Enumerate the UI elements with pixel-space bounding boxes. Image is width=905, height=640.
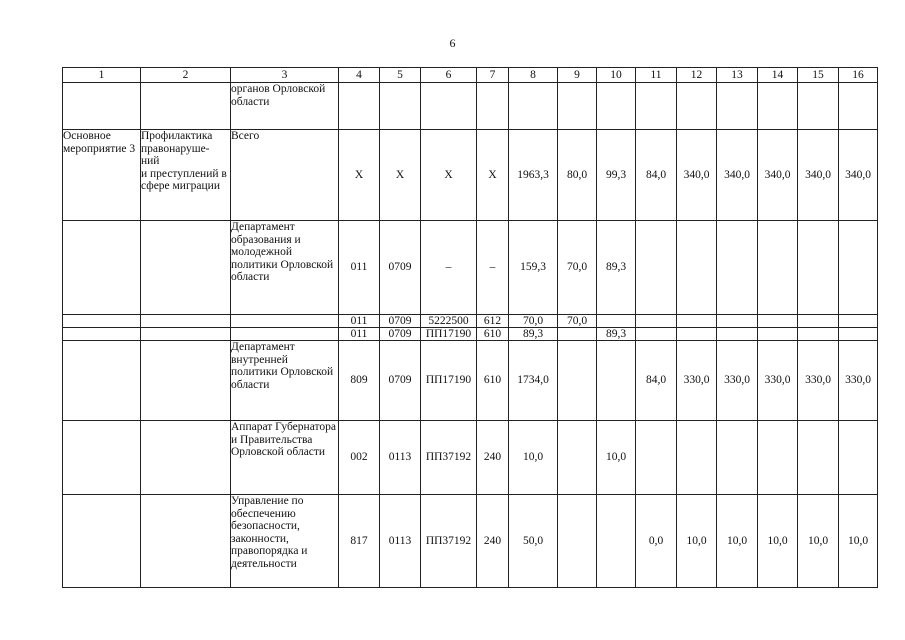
value-cell: Х	[477, 130, 509, 221]
value-cell	[717, 221, 758, 315]
value-cell: 330,0	[839, 341, 878, 421]
value-cell	[636, 421, 677, 495]
column-header: 11	[636, 68, 677, 83]
value-cell: ПП17190	[421, 341, 477, 421]
value-cell: 330,0	[677, 341, 717, 421]
value-cell	[758, 315, 798, 328]
value-cell	[758, 83, 798, 130]
name-cell: Профилактика правонаруше- ний и преступлений в сфере миграции	[141, 130, 231, 221]
value-cell	[798, 315, 839, 328]
value-cell	[839, 328, 878, 341]
value-cell: 330,0	[798, 341, 839, 421]
column-header: 1	[63, 68, 141, 83]
value-cell: 10,0	[509, 421, 558, 495]
value-cell: 0113	[380, 495, 421, 588]
executor-cell: Аппарат Губернатора и Правительства Орловской области	[231, 421, 339, 495]
value-cell: 610	[477, 328, 509, 341]
value-cell	[798, 83, 839, 130]
value-cell	[636, 221, 677, 315]
name-cell	[141, 341, 231, 421]
value-cell	[677, 315, 717, 328]
event-cell	[63, 315, 141, 328]
value-cell	[677, 421, 717, 495]
value-cell: –	[477, 221, 509, 315]
budget-table	[62, 67, 878, 588]
column-header: 10	[597, 68, 636, 83]
executor-cell: органов Орловской области	[231, 83, 339, 130]
value-cell	[717, 421, 758, 495]
value-cell	[839, 83, 878, 130]
value-cell: 330,0	[758, 341, 798, 421]
name-cell	[141, 421, 231, 495]
column-header: 13	[717, 68, 758, 83]
value-cell	[839, 315, 878, 328]
executor-cell: Управление по обеспечению безопасности, законности, правопорядка и деятельности	[231, 495, 339, 588]
name-cell	[141, 83, 231, 130]
name-cell	[141, 495, 231, 588]
column-header: 15	[798, 68, 839, 83]
value-cell: 240	[477, 421, 509, 495]
header-row	[63, 68, 878, 83]
value-cell: Х	[380, 130, 421, 221]
value-cell: 50,0	[509, 495, 558, 588]
value-cell	[558, 495, 597, 588]
value-cell	[839, 421, 878, 495]
table-row	[63, 421, 878, 495]
value-cell: 011	[339, 328, 380, 341]
value-cell: –	[421, 221, 477, 315]
value-cell	[558, 421, 597, 495]
name-cell	[141, 221, 231, 315]
value-cell: 159,3	[509, 221, 558, 315]
executor-cell: Департамент образования и молодежной политики Орловской области	[231, 221, 339, 315]
value-cell	[636, 315, 677, 328]
value-cell	[717, 83, 758, 130]
column-header: 7	[477, 68, 509, 83]
value-cell: 0709	[380, 315, 421, 328]
table-row	[63, 83, 878, 130]
value-cell: 89,3	[509, 328, 558, 341]
value-cell	[597, 83, 636, 130]
value-cell: 10,0	[677, 495, 717, 588]
value-cell	[477, 83, 509, 130]
value-cell: 10,0	[839, 495, 878, 588]
value-cell	[798, 221, 839, 315]
table-row	[63, 221, 878, 315]
column-header: 3	[231, 68, 339, 83]
value-cell: 99,3	[597, 130, 636, 221]
event-cell	[63, 328, 141, 341]
value-cell	[558, 341, 597, 421]
value-cell	[677, 221, 717, 315]
value-cell	[798, 421, 839, 495]
value-cell: 002	[339, 421, 380, 495]
value-cell	[677, 328, 717, 341]
value-cell: 84,0	[636, 130, 677, 221]
value-cell: 340,0	[717, 130, 758, 221]
column-header: 14	[758, 68, 798, 83]
event-cell	[63, 221, 141, 315]
value-cell: Х	[421, 130, 477, 221]
event-cell	[63, 83, 141, 130]
value-cell	[798, 328, 839, 341]
event-cell	[63, 341, 141, 421]
table-row	[63, 495, 878, 588]
value-cell: 011	[339, 221, 380, 315]
value-cell: 330,0	[717, 341, 758, 421]
value-cell: 1963,3	[509, 130, 558, 221]
value-cell: 70,0	[509, 315, 558, 328]
value-cell	[758, 328, 798, 341]
value-cell: 011	[339, 315, 380, 328]
event-cell: Основное мероприятие 3	[63, 130, 141, 221]
value-cell: 817	[339, 495, 380, 588]
value-cell	[597, 341, 636, 421]
value-cell: 10,0	[758, 495, 798, 588]
event-cell	[63, 421, 141, 495]
value-cell: ПП37192	[421, 421, 477, 495]
value-cell: 340,0	[839, 130, 878, 221]
value-cell: 89,3	[597, 328, 636, 341]
value-cell: 340,0	[677, 130, 717, 221]
value-cell: 10,0	[597, 421, 636, 495]
value-cell: 0709	[380, 341, 421, 421]
value-cell	[839, 221, 878, 315]
value-cell: 0709	[380, 328, 421, 341]
value-cell: 84,0	[636, 341, 677, 421]
value-cell: ПП17190	[421, 328, 477, 341]
column-header: 4	[339, 68, 380, 83]
column-header: 12	[677, 68, 717, 83]
value-cell	[421, 83, 477, 130]
value-cell: 610	[477, 341, 509, 421]
table-row	[63, 341, 878, 421]
value-cell	[509, 83, 558, 130]
value-cell	[597, 495, 636, 588]
column-header: 9	[558, 68, 597, 83]
event-cell	[63, 495, 141, 588]
value-cell	[380, 83, 421, 130]
value-cell	[558, 328, 597, 341]
value-cell: 340,0	[758, 130, 798, 221]
value-cell	[717, 315, 758, 328]
value-cell	[339, 83, 380, 130]
value-cell: 0113	[380, 421, 421, 495]
executor-cell	[231, 328, 339, 341]
value-cell: 340,0	[798, 130, 839, 221]
value-cell: 10,0	[717, 495, 758, 588]
name-cell	[141, 328, 231, 341]
value-cell: ПП37192	[421, 495, 477, 588]
value-cell: 240	[477, 495, 509, 588]
value-cell: 80,0	[558, 130, 597, 221]
value-cell	[597, 315, 636, 328]
value-cell	[758, 221, 798, 315]
value-cell: 0709	[380, 221, 421, 315]
column-header: 5	[380, 68, 421, 83]
value-cell: 809	[339, 341, 380, 421]
value-cell: 70,0	[558, 221, 597, 315]
value-cell: 1734,0	[509, 341, 558, 421]
page-number: 6	[449, 36, 456, 50]
column-header: 6	[421, 68, 477, 83]
value-cell	[717, 328, 758, 341]
table-row	[63, 315, 878, 328]
value-cell	[677, 83, 717, 130]
value-cell: Х	[339, 130, 380, 221]
column-header: 8	[509, 68, 558, 83]
table-row	[63, 328, 878, 341]
executor-cell	[231, 315, 339, 328]
table-row	[63, 130, 878, 221]
value-cell	[758, 421, 798, 495]
column-header: 2	[141, 68, 231, 83]
value-cell	[558, 83, 597, 130]
executor-cell: Всего	[231, 130, 339, 221]
value-cell: 0,0	[636, 495, 677, 588]
value-cell: 612	[477, 315, 509, 328]
name-cell	[141, 315, 231, 328]
value-cell: 70,0	[558, 315, 597, 328]
value-cell: 5222500	[421, 315, 477, 328]
value-cell: 89,3	[597, 221, 636, 315]
value-cell: 10,0	[798, 495, 839, 588]
column-header: 16	[839, 68, 878, 83]
value-cell	[636, 83, 677, 130]
value-cell	[636, 328, 677, 341]
executor-cell: Департамент внутренней политики Орловской области	[231, 341, 339, 421]
